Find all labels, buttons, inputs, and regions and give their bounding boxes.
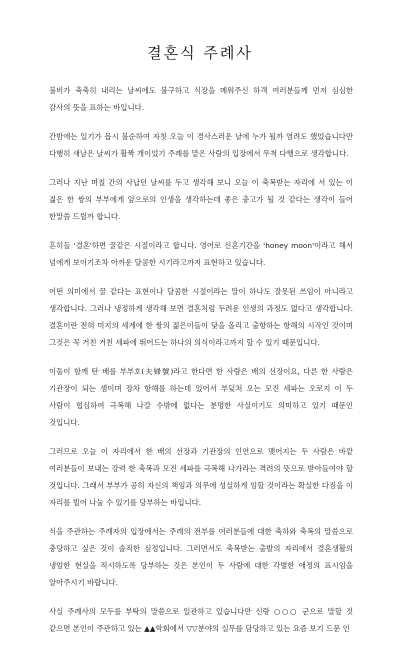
paragraph: 그러므로 오늘 이 자리에서 한 배의 선장과 기관장의 인연으로 맺어지는 두 사람은 바깥 여러분들이 보내는 강력 한 축복과 모진 세파를 극복해 나가라는 격려의 뜻으로 받아들여야 할 것입니다. 그래서 부부가 공히 자신의 책임과 의무에 성실하게 임할 것이라는 확실한 다짐을 이 자리를 빌어 나눌 수 있기를 당부하는 바입니다. [49,447,353,507]
paragraph: 사실 주례사의 모두를 부탁의 말씀으로 일관하고 있습니다만 신랑 ○○○ 군으로 말할 것 같으면 본인이 주관하고 있는 ▲▲학회에서 ▽▽분야의 실무를 담당하고 있는 요즘 보기 드문 인 [49,607,353,633]
document-title: 결혼식 주례사 [147,44,253,62]
paragraph: 이둘이 함께 탄 배를 부부호(夫婦號)라고 한다면 한 사람은 배의 선장이요, 다른 한 사람은 기관장이 되는 셈이며 장차 항해를 하는데 있어서 부딪쳐 오는 모진 세파는 오로지 이 두 사람이 협심하여 극복해 나갈 수밖에 없다는 분명한 사실이기도 의미하고 있기 때문인 것입니다. [49,367,353,427]
document-body [49,82,353,649]
paragraph: 흔히들 '결혼'하면 꿀같은 시절이라고 합니다. 영어로 신혼기간을 'honey moon'이라고 해서 넘에게 보이기조차 아까운 달콤한 시기라고까지 표현하고 있습니다. [49,241,353,267]
paragraph: 불비가 축축히 내리는 날씨에도 불구하고 식장을 메워주신 하객 여러분들께 먼저 심심한 감사의 뜻을 표하는 바입니다. [49,86,353,112]
paragraph: 그러나 지난 며칠 간의 사납던 날씨를 두고 생각해 보니 오늘 이 축복받는 자리에 서 있는 이 젊은 한 쌍의 부부에게 앞으로의 인생을 생각하는데 좋은 충고가 될 것 같다는 생각이 들어 한말씀 드릴까 합니다. [49,178,353,221]
paragraph: 어떤 의미에서 꿀 같다는 표현이나 달콤한 시절이라는 말이 하나도 잘못된 쓰임이 아니라고 생각합니다. 그러나 냉정하게 생각해 보면 결혼처럼 두려운 인생의 과정도 없다고 생각합니다. 결혼이란 전혀 미지의 세계에 한 쌍의 젊은이들이 닻을 올리고 출항하는 항해의 시작인 것이며 그것은 꼭 거친 거친 세파에 뛰어드는 하나의 의식이라고까지 할 수 있기 때문입니다. [49,287,353,347]
paragraph: 간밤에는 일기가 몹시 불순하여 자칫 오늘 이 경사스러운 날에 누가 될까 염려도 했었습니다만 다행히 새날은 날씨가 활짝 개이었기 주례를 맡은 사람의 입장에서 무척 다행으로 생각합니다. [49,132,353,158]
paragraph: 식을 주관하는 주례자의 입장에서는 주례의 전부를 여러분들에 대한 축하와 축복의 말씀으로 충당하고 싶은 것이 솔직한 심정입니다. 그러면서도 축복받는 출발의 자리에서 결혼생활의 냉엄한 현실을 직시하도록 당부하는 것은 본인이 두 사람에 대한 각별한 애정의 표시임을 알아주시기 바랍니다. [49,527,353,587]
